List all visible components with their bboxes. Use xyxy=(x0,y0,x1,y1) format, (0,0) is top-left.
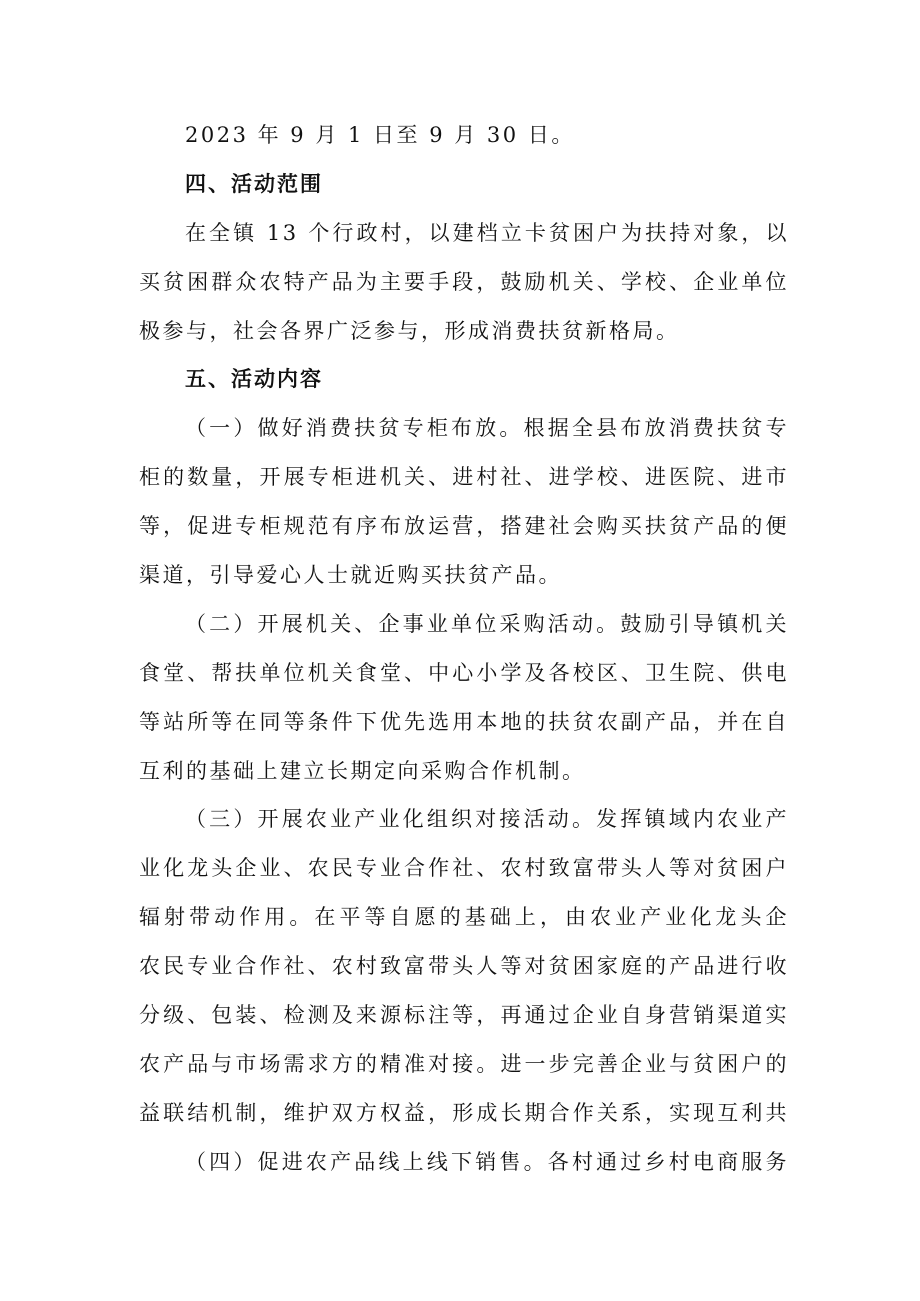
paragraph-line: 在全镇 13 个行政村，以建档立卡贫困户为扶持对象，以 xyxy=(185,220,789,245)
paragraph-line: 食堂、帮扶单位机关食堂、中心小学及各校区、卫生院、供电 xyxy=(139,660,789,685)
paragraph-line: 等站所等在同等条件下优先选用本地的扶贫农副产品，并在自 xyxy=(139,709,789,734)
paragraph-line: 买贫困群众农特产品为主要手段，鼓励机关、学校、企业单位 xyxy=(139,269,789,294)
paragraph-line: （二）开展机关、企事业单位采购活动。鼓励引导镇机关 xyxy=(185,611,789,636)
paragraph-line: 农民专业合作社、农村致富带头人等对贫困家庭的产品进行收 xyxy=(139,954,789,979)
paragraph-line: 互利的基础上建立长期定向采购合作机制。 xyxy=(139,758,586,783)
paragraph-line: 农产品与市场需求方的精准对接。进一步完善企业与贫困户的 xyxy=(139,1051,789,1076)
paragraph-line: 辐射带动作用。在平等自愿的基础上，由农业产业化龙头企 xyxy=(139,905,789,930)
paragraph-line: 业化龙头企业、农民专业合作社、农村致富带头人等对贫困户 xyxy=(139,856,789,881)
paragraph-line: 柜的数量，开展专柜进机关、进村社、进学校、进医院、进市 xyxy=(139,465,789,490)
section-heading-scope: 四、活动范围 xyxy=(185,171,323,196)
paragraph-line: 益联结机制，维护双方权益，形成长期合作关系，实现互利共 xyxy=(139,1100,789,1125)
document-body xyxy=(139,111,789,1187)
paragraph-line: （三）开展农业产业化组织对接活动。发挥镇域内农业产 xyxy=(185,807,789,832)
paragraph-line: 极参与，社会各界广泛参与，形成消费扶贫新格局。 xyxy=(139,318,680,343)
section-heading-content: 五、活动内容 xyxy=(185,367,323,392)
paragraph-line: 分级、包装、检测及来源标注等，再通过企业自身营销渠道实 xyxy=(139,1003,789,1028)
paragraph-line: 渠道，引导爱心人士就近购买扶贫产品。 xyxy=(139,563,562,588)
date-range-line: 2023 年 9 月 1 日至 9 月 30 日。 xyxy=(185,123,575,147)
paragraph-line: （四）促进农产品线上线下销售。各村通过乡村电商服务 xyxy=(185,1149,789,1174)
paragraph-line: （一）做好消费扶贫专柜布放。根据全县布放消费扶贫专 xyxy=(185,416,789,441)
paragraph-line: 等，促进专柜规范有序布放运营，搭建社会购买扶贫产品的便 xyxy=(139,514,789,539)
